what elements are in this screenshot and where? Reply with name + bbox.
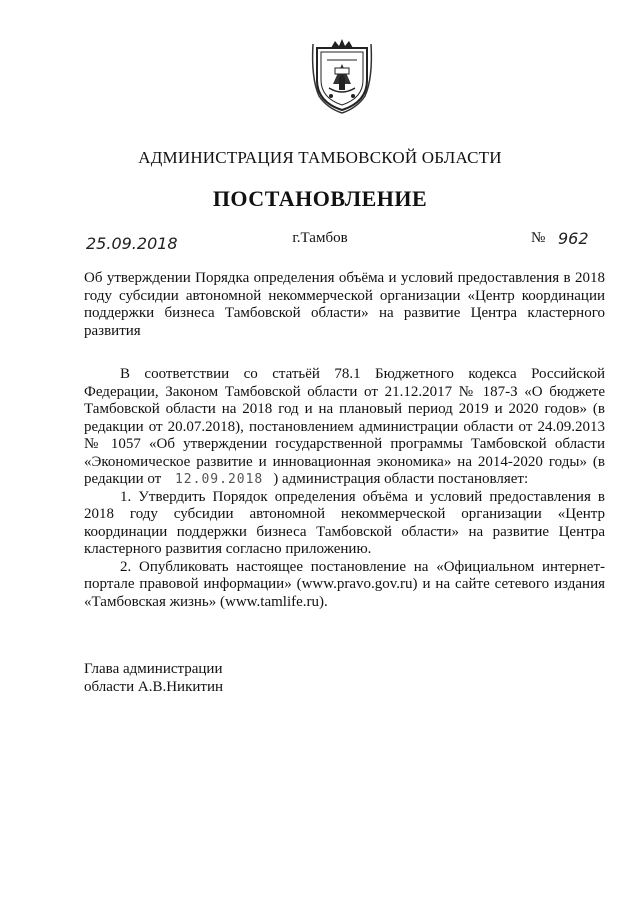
item-2-paragraph: 2. Опубликовать настоящее постановление на «Официальном интернет-портале правовой информации» (www.pravo.gov.ru) и на сайте сетевого издания «Тамбовская жизнь» (www.tamlife.ru). — [84, 558, 605, 610]
number-label: № — [531, 230, 546, 246]
document-body — [84, 366, 605, 611]
preamble-closing: ) администрация области постановляет: — [273, 471, 529, 487]
item-1-paragraph: 1. Утвердить Порядок определения объёма и условий предоставления в 2018 году субсидии автономной некоммерческой организации «Центр координации поддержки бизнеса Тамбовской области» на развитие Центра кластерного развития согласно приложению. — [84, 488, 605, 557]
handwritten-date: 25.09.2018 — [86, 234, 178, 253]
stamped-date: 12.09.2018 — [174, 472, 264, 487]
city-name: г.Тамбов — [292, 230, 348, 246]
signature-block — [84, 660, 223, 696]
preamble-paragraph — [84, 366, 605, 489]
document-subject: Об утверждении Порядка определения объёма и условий предоставления в 2018 году субсидии автономной некоммерческой организации «Центр координации поддержки бизнеса Тамбовской области» на развитие Центра кластерного развития — [84, 270, 605, 339]
handwritten-number: 962 — [558, 229, 589, 248]
signature-title: Глава администрации — [84, 661, 223, 677]
document-type-title: ПОСТАНОВЛЕНИЕ — [212, 186, 428, 211]
organization-name: АДМИНИСТРАЦИЯ ТАМБОВСКОЙ ОБЛАСТИ — [138, 148, 502, 167]
preamble-text: В соответствии со статьёй 78.1 Бюджетного кодекса Российской Федерации, Законом Тамбовской области от 21.12.2017 № 187-З «О бюджете Тамбовской области на 2018 год и на плановый период 2019 и 2020 годов» (в редакции от 20.07.2018), постановлением администрации области от 24.09.2013 № 1057 «Об утверждении государственной программы Тамбовской области «Экономическое развитие и инновационная экономика» на 2014-2020 годы» (в редакции от — [84, 366, 605, 487]
coat-of-arms-emblem — [309, 38, 375, 114]
signature-name: области А.В.Никитин — [84, 679, 224, 695]
